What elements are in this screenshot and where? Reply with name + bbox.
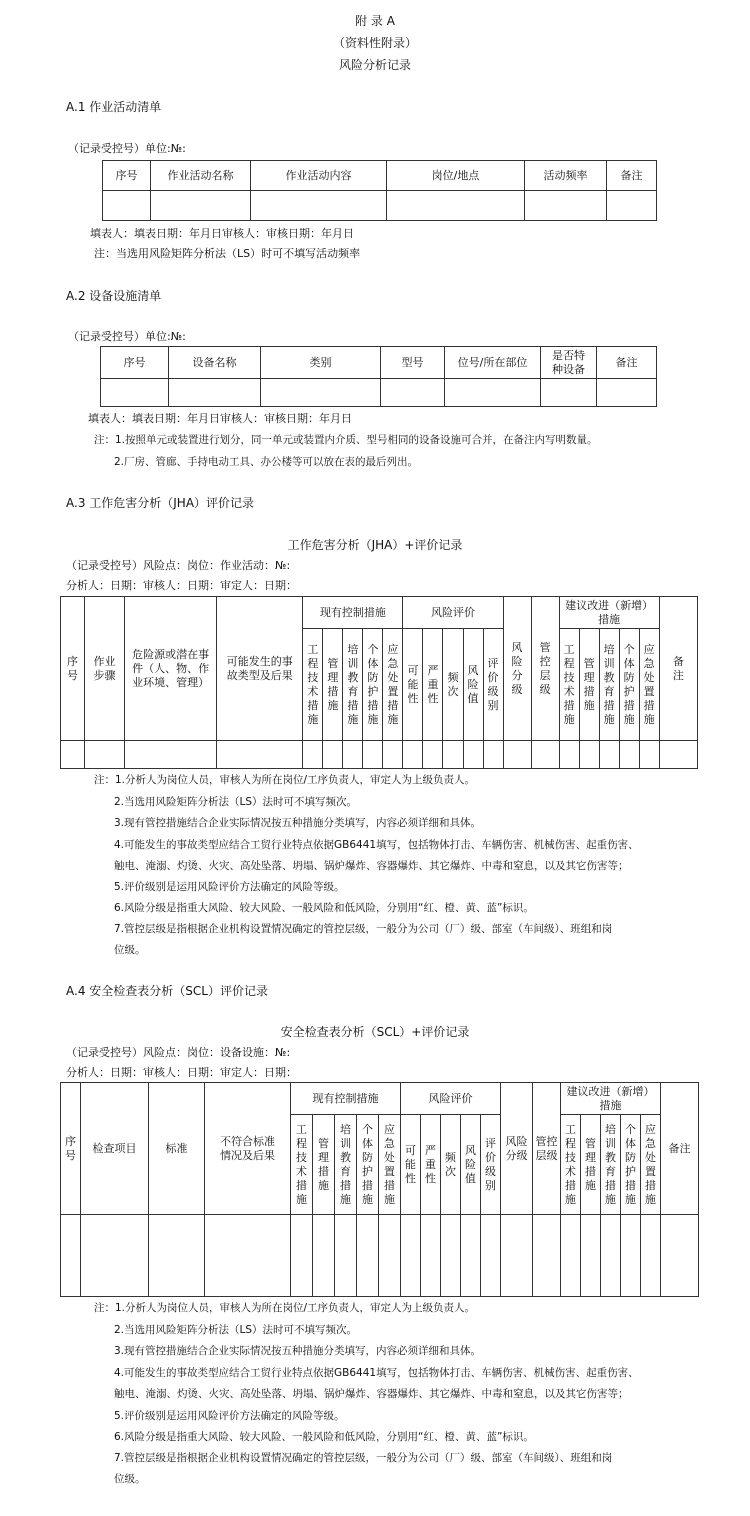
a3-eval-frequency: 频次 — [443, 629, 463, 741]
a4-eval-risk-value: 风险值 — [461, 1115, 481, 1215]
a3-improve-management: 管理措施 — [579, 629, 599, 741]
appendix-title: 风险分析记录 — [338, 58, 411, 72]
a3-meta-2: 分析人：日期：审核人：日期：审定人：日期： — [66, 579, 297, 592]
a1-activity-table — [102, 160, 657, 221]
a4-note-5: 5.评价级别是运用风险评价方法确定的风险等级。 — [114, 1410, 345, 1422]
a3-table-title: 工作危害分析（JHA）+评价记录 — [287, 538, 463, 552]
a4-improve-management: 管理措施 — [581, 1115, 601, 1215]
a2-col-remark: 备注 — [597, 347, 657, 379]
a3-note-2: 2.当选用风险矩阵分析法（LS）法时可不填写频次。 — [114, 796, 358, 808]
a4-current-engineering: 工程技术措施 — [291, 1115, 313, 1215]
a3-note-1: 注：1.分析人为岗位人员，审核人为所在岗位/工序负责人，审定人为上级负责人。 — [94, 774, 476, 786]
a1-col-seq: 序号 — [103, 161, 151, 191]
a4-col-item: 检查项目 — [81, 1083, 149, 1215]
a4-col-grade: 风险分级 — [501, 1083, 533, 1215]
a4-improve-emergency: 应急处置措施 — [641, 1115, 661, 1215]
a3-col-accident: 可能发生的事故类型及后果 — [217, 597, 303, 741]
a4-table-title: 安全检查表分析（SCL）+评价记录 — [280, 1025, 470, 1039]
a1-record-meta: （记录受控号）单位:№: — [68, 142, 186, 155]
a1-col-post: 岗位/地点 — [387, 161, 525, 191]
table-row — [103, 191, 657, 221]
a2-note-2: 2.厂房、管廊、手持电动工具、办公楼等可以放在表的最后列出。 — [114, 456, 419, 468]
a3-col-remark: 备注 — [659, 597, 697, 741]
a3-note-3: 3.现有管控措施结合企业实际情况按五种措施分类填写，内容必须详细和具体。 — [114, 817, 482, 829]
a4-note-2: 2.当选用风险矩阵分析法（LS）法时可不填写频次。 — [114, 1324, 358, 1336]
a3-group-eval: 风险评价 — [403, 597, 503, 629]
a3-current-emergency: 应急处置措施 — [383, 629, 403, 741]
a2-col-model: 型号 — [381, 347, 445, 379]
a4-eval-likelihood: 可能性 — [401, 1115, 421, 1215]
a3-improve-ppe: 个体防护措施 — [619, 629, 639, 741]
a4-group-current: 现有控制措施 — [291, 1083, 401, 1115]
a4-note-7-cont: 位级。 — [114, 1473, 146, 1485]
a4-note-4: 4.可能发生的事故类型应结合工贸行业特点依据GB6441填写，包括物体打击、车辆伤害、机械伤害、起重伤害、 — [114, 1367, 639, 1379]
table-row — [61, 741, 698, 769]
a3-current-training: 培训教育措施 — [343, 629, 363, 741]
a3-note-7-cont: 位级。 — [114, 944, 146, 956]
table-row — [61, 1215, 699, 1297]
a2-col-special: 是否特种设备 — [541, 347, 597, 379]
a2-note-1: 注：1.按照单元或装置进行划分，同一单元或装置内介质、型号相同的设备设施可合并，在备注内写明数量。 — [94, 434, 598, 446]
a4-col-nonconformity: 不符合标准情况及后果 — [205, 1083, 291, 1215]
a3-meta-1: （记录受控号）风险点：岗位：作业活动：№: — [66, 559, 291, 572]
a3-col-seq: 序号 — [61, 597, 85, 741]
section-a4-heading: A.4 安全检查表分析（SCL）评价记录 — [66, 984, 268, 998]
a1-col-remark: 备注 — [607, 161, 657, 191]
a3-note-4-cont: 触电、淹溺、灼烫、火灾、高处坠落、坍塌、锅炉爆炸、容器爆炸、其它爆炸、中毒和窒息，以及其它伤害等； — [114, 860, 629, 872]
a2-equipment-table — [100, 346, 657, 407]
a2-col-seq: 序号 — [101, 347, 169, 379]
a3-col-grade: 风险分级 — [503, 597, 531, 741]
a1-footer: 填表人：填表日期：年月日审核人：审核日期：年月日 — [90, 227, 354, 240]
a3-note-5: 5.评价级别是运用风险评价方法确定的风险等级。 — [114, 881, 345, 893]
a1-col-name: 作业活动名称 — [151, 161, 251, 191]
a4-col-seq: 序号 — [61, 1083, 81, 1215]
section-a3-heading: A.3 工作危害分析（JHA）评价记录 — [66, 496, 255, 510]
a3-note-4: 4.可能发生的事故类型应结合工贸行业特点依据GB6441填写，包括物体打击、车辆伤害、机械伤害、起重伤害、 — [114, 839, 639, 851]
a3-improve-engineering: 工程技术措施 — [559, 629, 579, 741]
appendix-label: 附 录 A — [355, 14, 395, 28]
a4-current-ppe: 个体防护措施 — [357, 1115, 379, 1215]
a4-current-emergency: 应急处置措施 — [379, 1115, 401, 1215]
a4-improve-engineering: 工程技术措施 — [561, 1115, 581, 1215]
a4-current-management: 管理措施 — [313, 1115, 335, 1215]
a3-jha-table — [60, 596, 698, 769]
a4-eval-level: 评价级别 — [481, 1115, 501, 1215]
a3-col-level: 管控层级 — [531, 597, 559, 741]
a2-col-name: 设备名称 — [169, 347, 261, 379]
a4-note-1: 注：1.分析人为岗位人员，审核人为所在岗位/工序负责人，审定人为上级负责人。 — [94, 1302, 476, 1314]
a2-record-meta: （记录受控号）单位:№: — [68, 330, 186, 343]
a4-col-standard: 标准 — [149, 1083, 205, 1215]
a4-current-training: 培训教育措施 — [335, 1115, 357, 1215]
a3-improve-training: 培训教育措施 — [599, 629, 619, 741]
section-a1-heading: A.1 作业活动清单 — [66, 100, 162, 114]
a3-eval-risk-value: 风险值 — [463, 629, 483, 741]
a4-note-4-cont: 触电、淹溺、灼烫、火灾、高处坠落、坍塌、锅炉爆炸、容器爆炸、其它爆炸、中毒和窒息，以及其它伤害等； — [114, 1388, 629, 1400]
a3-col-step: 作业步骤 — [85, 597, 125, 741]
a4-group-improve: 建议改进（新增）措施 — [561, 1083, 661, 1115]
a4-improve-training: 培训教育措施 — [601, 1115, 621, 1215]
a3-group-improve: 建议改进（新增）措施 — [559, 597, 659, 629]
a3-current-management: 管理措施 — [323, 629, 343, 741]
a4-meta-2: 分析人：日期：审核人：日期：审定人：日期： — [66, 1066, 297, 1079]
a3-current-ppe: 个体防护措施 — [363, 629, 383, 741]
a4-note-3: 3.现有管控措施结合企业实际情况按五种措施分类填写，内容必须详细和具体。 — [114, 1345, 482, 1357]
a3-col-hazard: 危险源或潜在事件（人、物、作业环境、管理） — [125, 597, 217, 741]
a3-eval-likelihood: 可能性 — [403, 629, 423, 741]
a2-col-location: 位号/所在部位 — [445, 347, 541, 379]
table-row — [101, 379, 657, 407]
a1-col-frequency: 活动频率 — [525, 161, 607, 191]
a2-col-category: 类别 — [261, 347, 381, 379]
a3-eval-level: 评价级别 — [483, 629, 503, 741]
a4-scl-table — [60, 1082, 699, 1297]
a3-group-current: 现有控制措施 — [303, 597, 403, 629]
a4-meta-1: （记录受控号）风险点：岗位：设备设施：№: — [66, 1046, 291, 1059]
a4-group-eval: 风险评价 — [401, 1083, 501, 1115]
a4-col-remark: 备注 — [661, 1083, 699, 1215]
a4-eval-severity: 严重性 — [421, 1115, 441, 1215]
a4-note-7: 7.管控层级是指根据企业机构设置情况确定的管控层级，一般分为公司（厂）级、部室（车间级）、班组和岗 — [114, 1452, 613, 1464]
a3-improve-emergency: 应急处置措施 — [639, 629, 659, 741]
a4-eval-frequency: 频次 — [441, 1115, 461, 1215]
a1-col-content: 作业活动内容 — [251, 161, 387, 191]
a4-improve-ppe: 个体防护措施 — [621, 1115, 641, 1215]
section-a2-heading: A.2 设备设施清单 — [66, 289, 162, 303]
a3-note-6: 6.风险分级是指重大风险、较大风险、一般风险和低风险，分别用“红、橙、黄、蓝”标识。 — [114, 902, 534, 914]
a4-note-6: 6.风险分级是指重大风险、较大风险、一般风险和低风险，分别用“红、橙、黄、蓝”标识。 — [114, 1431, 534, 1443]
appendix-subtitle: （资料性附录） — [332, 36, 417, 50]
a1-note: 注：当选用风险矩阵分析法（LS）时可不填写活动频率 — [94, 247, 361, 260]
a3-note-7: 7.管控层级是指根据企业机构设置情况确定的管控层级，一般分为公司（厂）级、部室（车间级）、班组和岗 — [114, 923, 613, 935]
a3-current-engineering: 工程技术措施 — [303, 629, 323, 741]
a2-footer: 填表人：填表日期：年月日审核人：审核日期：年月日 — [88, 412, 352, 425]
a4-col-level: 管控层级 — [533, 1083, 561, 1215]
a3-eval-severity: 严重性 — [423, 629, 443, 741]
